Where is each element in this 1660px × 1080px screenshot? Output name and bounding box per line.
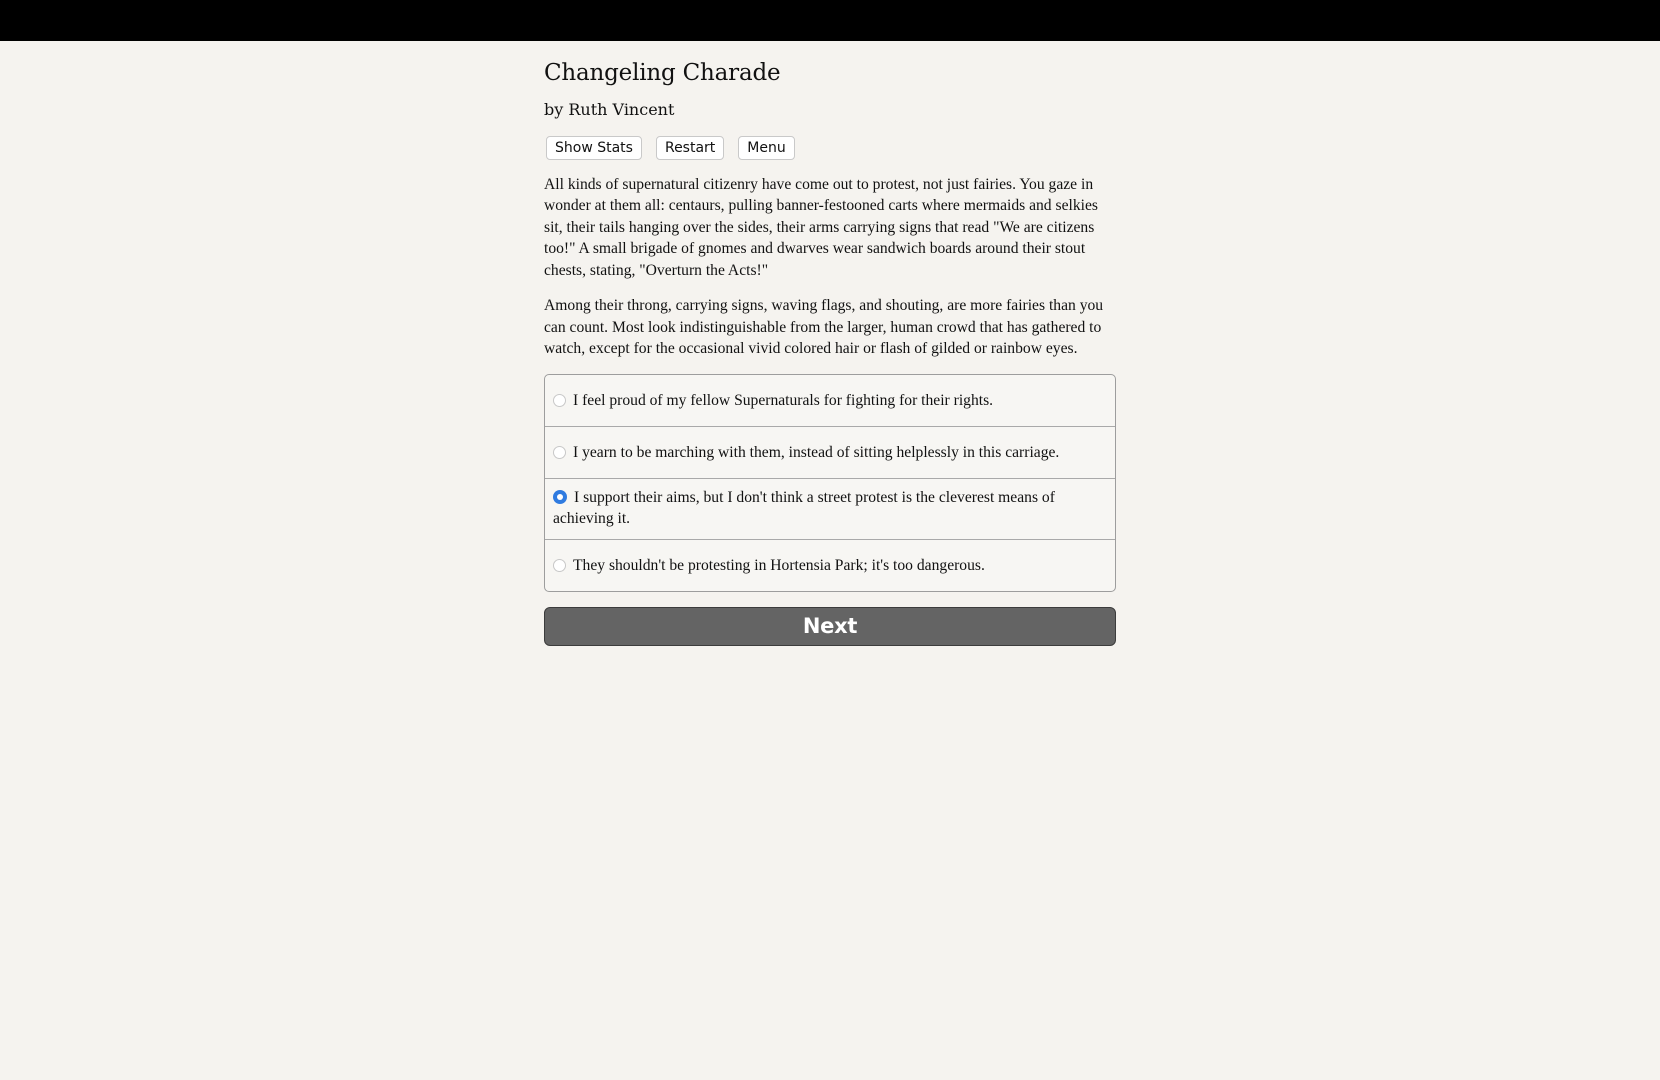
choice-option-3[interactable] xyxy=(545,478,1115,539)
choice-list xyxy=(544,374,1116,592)
radio-unchecked-icon[interactable] xyxy=(553,394,566,407)
story-text xyxy=(544,174,1116,360)
menu-button[interactable]: Menu xyxy=(738,136,794,160)
story-paragraph: All kinds of supernatural citizenry have come out to protest, not just fairies. You gaze in wonder at them all: centaurs, pulling banner-festooned carts where mermaids and selkies sit, their tails hanging over the sides, their arms carrying signs that read "We are citizens too!" A small brigade of gnomes and dwarves wear sandwich boards around their stout chests, stating, "Overturn the Acts!" xyxy=(544,175,1098,279)
choice-option-1[interactable] xyxy=(545,375,1115,426)
choice-label: I support their aims, but I don't think a street protest is the cleverest means of achieving it. xyxy=(553,488,1055,527)
game-author: by Ruth Vincent xyxy=(544,99,675,119)
control-bar xyxy=(544,136,1116,160)
next-button[interactable]: Next xyxy=(544,607,1116,646)
choice-label: They shouldn't be protesting in Hortensia Park; it's too dangerous. xyxy=(573,556,985,574)
story-paragraph: Among their throng, carrying signs, waving flags, and shouting, are more fairies than you can count. Most look indistinguishable from the larger, human crowd that has gathered to watch, except for the occasional vivid colored hair or flash of gilded or rainbow eyes. xyxy=(544,297,1104,358)
choice-label: I feel proud of my fellow Supernaturals for fighting for their rights. xyxy=(573,391,994,409)
choice-option-2[interactable] xyxy=(545,426,1115,478)
choice-option-4[interactable] xyxy=(545,539,1115,591)
top-bar xyxy=(0,0,1660,41)
restart-button[interactable]: Restart xyxy=(656,136,724,160)
show-stats-button[interactable]: Show Stats xyxy=(546,136,642,160)
game-title: Changeling Charade xyxy=(544,60,781,86)
radio-unchecked-icon[interactable] xyxy=(553,559,566,572)
choice-label: I yearn to be marching with them, instead of sitting helplessly in this carriage. xyxy=(573,443,1060,461)
radio-unchecked-icon[interactable] xyxy=(553,446,566,459)
game-container xyxy=(544,41,1116,646)
radio-checked-icon[interactable] xyxy=(553,490,567,504)
